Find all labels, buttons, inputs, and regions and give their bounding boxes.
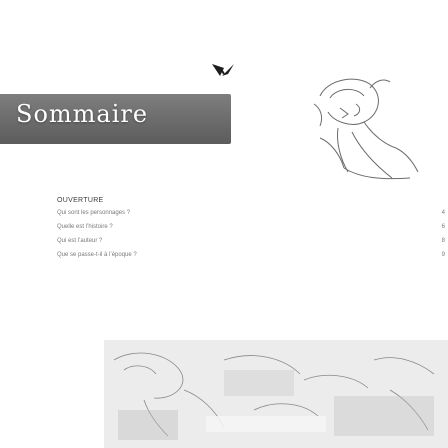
toc-item[interactable] — [57, 238, 445, 252]
toc-item-label: Qui est l’auteur ? — [57, 238, 103, 244]
toc-item-page: 4 — [441, 210, 445, 216]
toc-item-page: 9 — [441, 252, 445, 258]
toc-list — [57, 210, 445, 266]
toc-item[interactable] — [57, 224, 445, 238]
moth-sketch-icon — [206, 54, 240, 88]
toc-item-label: Que se passe-t-il à l’époque ? — [57, 252, 137, 258]
toc-item[interactable] — [57, 252, 445, 266]
illustration-image — [104, 340, 448, 448]
title-banner — [0, 94, 231, 144]
toc-item[interactable] — [57, 210, 445, 224]
toc-item-page: 8 — [441, 238, 445, 244]
toc-item-label: Quelle est l’histoire ? — [57, 224, 113, 230]
page-title: Sommaire — [16, 100, 149, 128]
toc-heading: OUVERTURE — [57, 197, 104, 204]
toc-item-page: 6 — [441, 224, 445, 230]
toc-item-label: Qui sont les personnages ? — [57, 210, 131, 216]
figure-sketch-icon — [300, 68, 448, 186]
